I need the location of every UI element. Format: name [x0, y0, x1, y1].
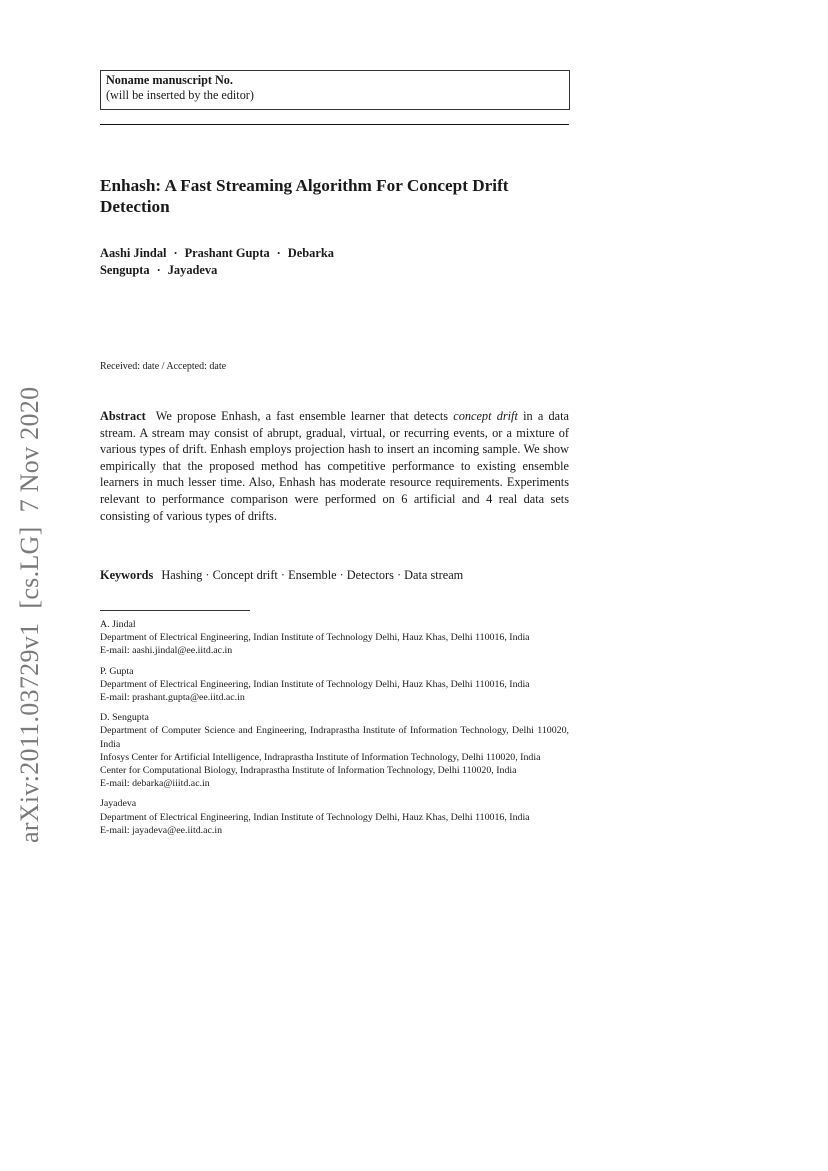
arxiv-stamp [15, 373, 45, 843]
affiliation-block [100, 665, 569, 705]
affiliation-line: Center for Computational Biology, Indraprastha Institute of Information Technology, Delhi 110020, India [100, 765, 517, 777]
received-accepted-line: Received: date / Accepted: date [100, 361, 227, 372]
paper-title: Enhash: A Fast Streaming Algorithm For Concept Drift Detection [100, 176, 509, 216]
affiliation-block [100, 711, 569, 790]
author-separator: · [173, 246, 178, 260]
abstract [100, 408, 569, 524]
author-name: Debarka [287, 246, 334, 260]
author-name: Jayadeva [167, 263, 218, 277]
author-name: Aashi Jindal [100, 246, 167, 260]
footnote-rule [100, 610, 250, 611]
header-rule [100, 124, 569, 125]
author-separator: · [276, 246, 281, 260]
author-separator: · [156, 263, 161, 277]
affiliation-email: E-mail: aashi.jindal@ee.iitd.ac.in [100, 645, 233, 657]
affiliation-email: E-mail: debarka@iiitd.ac.in [100, 778, 210, 790]
affiliation-line: Department of Electrical Engineering, Indian Institute of Technology Delhi, Hauz Khas, Delhi 110016, India [100, 678, 530, 690]
abstract-label: Abstract [100, 409, 146, 423]
affiliation-email: E-mail: jayadeva@ee.iitd.ac.in [100, 824, 223, 836]
affiliation-block [100, 797, 569, 837]
keywords-label: Keywords [100, 568, 154, 582]
manuscript-header-box [100, 70, 570, 110]
affiliation-name: P. Gupta [100, 665, 134, 677]
author-name: Prashant Gupta [184, 246, 270, 260]
affiliation-name: D. Sengupta [100, 712, 149, 724]
affiliation-line: Department of Electrical Engineering, Indian Institute of Technology Delhi, Hauz Khas, Delhi 110016, India [100, 632, 530, 644]
affiliation-line: Infosys Center for Artificial Intelligence, Indraprastha Institute of Information Technology, Delhi 110020, India [100, 751, 541, 763]
affiliation-line: Department of Electrical Engineering, Indian Institute of Technology Delhi, Hauz Khas, Delhi 110016, India [100, 811, 530, 823]
arxiv-date: 7 Nov 2020 [15, 386, 44, 513]
abstract-text-part: We propose Enhash, a fast ensemble learner that detects [155, 409, 449, 423]
author-name: Sengupta [100, 263, 150, 277]
affiliation-line: Department of Computer Science and Engineering, Indraprastha Institute of Information Technology, Delhi 110020, India [100, 725, 569, 750]
affiliation-email: E-mail: prashant.gupta@ee.iitd.ac.in [100, 692, 245, 704]
abstract-emphasis: concept drift [453, 409, 518, 423]
arxiv-category: [cs.LG] [15, 526, 44, 609]
affiliation-name: A. Jindal [100, 619, 136, 630]
arxiv-id: arXiv:2011.03729v1 [15, 622, 44, 843]
keywords-text: Hashing · Concept drift · Ensemble · Detectors · Data stream [161, 568, 464, 582]
affiliation-name: Jayadeva [100, 798, 137, 810]
keywords [100, 567, 569, 583]
editor-note-line: (will be inserted by the editor) [106, 88, 254, 102]
affiliation-block [100, 618, 569, 658]
manuscript-number-line: Noname manuscript No. [106, 73, 233, 87]
abstract-text-part: in a data stream. A stream may consist of abrupt, gradual, virtual, or recurring events, or a mixture of various types of drift. Enhash employs projection hash to insert an incoming sample. We show empirically that the proposed method has competitive performance to existing ensemble learners in much lesser time. Also, Enhash has moderate resource requirements. Experiments relevant to performance comparison were performed on 6 artificial and 4 real data sets consisting of various types of drifts. [100, 409, 570, 523]
affiliations [100, 618, 569, 844]
author-list [100, 245, 400, 279]
